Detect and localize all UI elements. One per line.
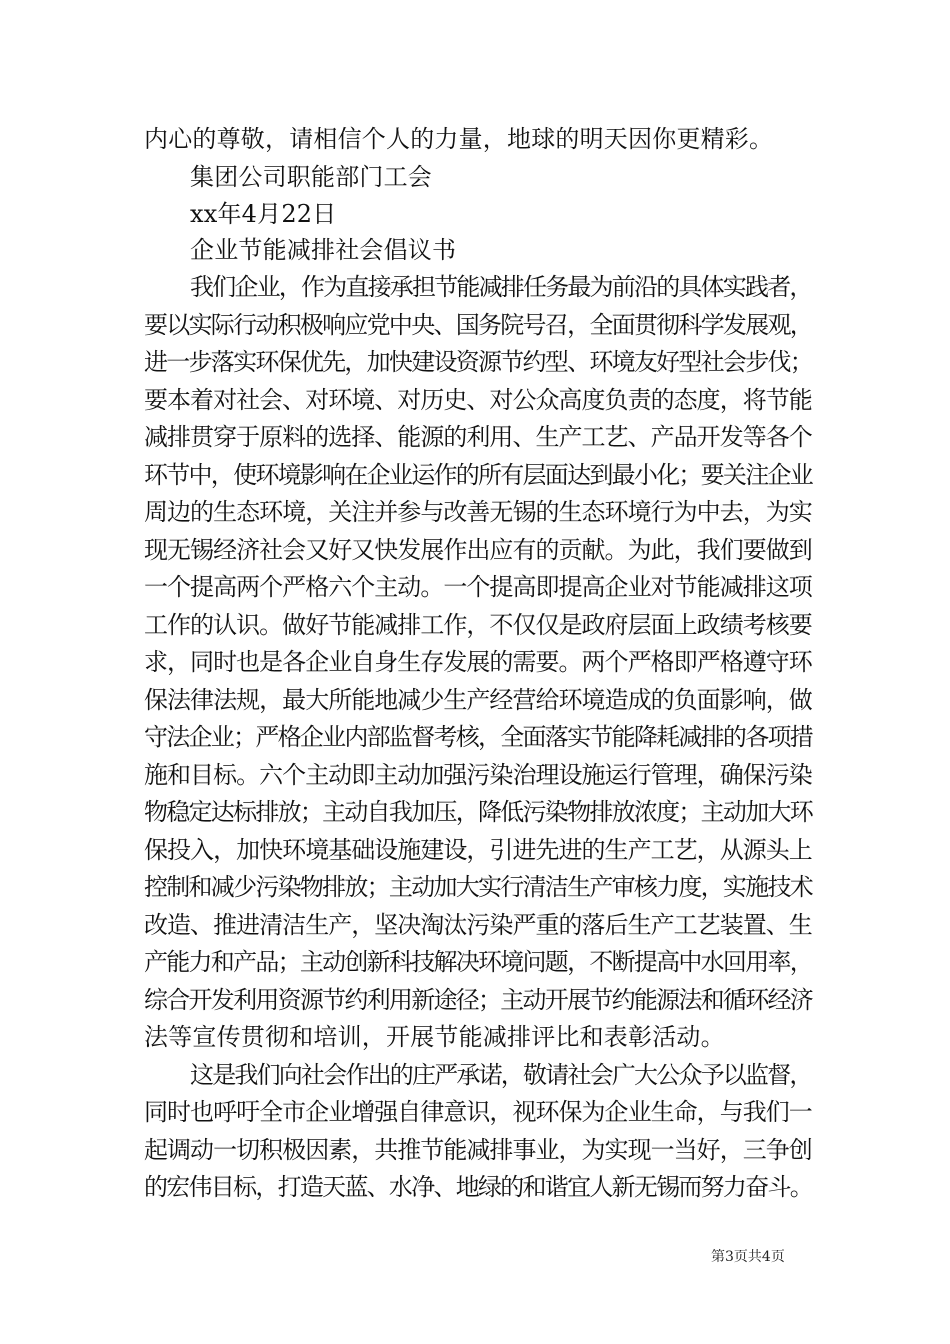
paragraph2-line: 起调动一切积极因素，共推节能减排事业，为实现一当好，三争创 bbox=[144, 1136, 812, 1164]
paragraph1-line: 工作的认识。做好节能减排工作，不仅仅是政府层面上政绩考核要 bbox=[144, 611, 812, 639]
paragraph1-line: 进一步落实环保优先，加快建设资源节约型、环境友好型社会步伐； bbox=[144, 348, 812, 376]
paragraph1-line: 施和目标。六个主动即主动加强污染治理设施运行管理，确保污染 bbox=[144, 761, 812, 789]
paragraph1-line: 周边的生态环境，关注并参与改善无锡的生态环境行为中去，为实 bbox=[144, 498, 812, 526]
paragraph1-line: 物稳定达标排放；主动自我加压，降低污染物排放浓度；主动加大环 bbox=[144, 798, 812, 826]
paragraph1-line: 要本着对社会、对环境、对历史、对公众高度负责的态度，将节能 bbox=[144, 386, 812, 414]
section-title: 企业节能减排社会倡议书 bbox=[190, 236, 457, 264]
paragraph1-line: 守法企业；严格企业内部监督考核，全面落实节能降耗减排的各项措 bbox=[144, 723, 812, 751]
paragraph1-line: 求，同时也是各企业自身生存发展的需要。两个严格即严格遵守环 bbox=[144, 648, 812, 676]
paragraph2-line: 这是我们向社会作出的庄严承诺，敬请社会广大公众予以监督， bbox=[190, 1061, 812, 1089]
paragraph1-line: 法等宣传贯彻和培训，开展节能减排评比和表彰活动。 bbox=[144, 1023, 725, 1051]
signature-date: xx年4月22日 bbox=[190, 200, 337, 228]
paragraph2-line: 的宏伟目标，打造天蓝、水净、地绿的和谐宜人新无锡而努力奋斗。 bbox=[144, 1173, 812, 1201]
page-indicator: 第3页共4页 bbox=[711, 1249, 785, 1265]
paragraph1-line: 要以实际行动积极响应党中央、国务院号召，全面贯彻科学发展观， bbox=[144, 311, 812, 339]
paragraph1-line: 综合开发利用资源节约利用新途径；主动开展节约能源法和循环经济 bbox=[144, 986, 812, 1014]
paragraph1-line: 控制和减少污染物排放；主动加大实行清洁生产审核力度，实施技术 bbox=[144, 873, 812, 901]
paragraph1-line: 改造、推进清洁生产，坚决淘汰污染严重的落后生产工艺装置、生 bbox=[144, 911, 812, 939]
paragraph1-line: 一个提高两个严格六个主动。一个提高即提高企业对节能减排这项 bbox=[144, 573, 812, 601]
paragraph2-line: 同时也呼吁全市企业增强自律意识，视环保为企业生命，与我们一 bbox=[144, 1098, 812, 1126]
paragraph1-line: 保法律法规，最大所能地减少生产经营给环境造成的负面影响，做 bbox=[144, 686, 812, 714]
paragraph1-line: 现无锡经济社会又好又快发展作出应有的贡献。为此，我们要做到 bbox=[144, 536, 812, 564]
paragraph1-line: 产能力和产品；主动创新科技解决环境问题，不断提高中水回用率， bbox=[144, 948, 812, 976]
paragraph1-line: 保投入，加快环境基础设施建设，引进先进的生产工艺，从源头上 bbox=[144, 836, 812, 864]
paragraph1-line: 我们企业，作为直接承担节能减排任务最为前沿的具体实践者， bbox=[190, 273, 812, 301]
paragraph1-line: 减排贯穿于原料的选择、能源的利用、生产工艺、产品开发等各个 bbox=[144, 423, 812, 451]
signature-org: 集团公司职能部门工会 bbox=[190, 163, 432, 191]
carry-over-line: 内心的尊敬，请相信个人的力量，地球的明天因你更精彩。 bbox=[144, 125, 774, 153]
paragraph1-line: 环节中，使环境影响在企业运作的所有层面达到最小化；要关注企业 bbox=[144, 461, 812, 489]
